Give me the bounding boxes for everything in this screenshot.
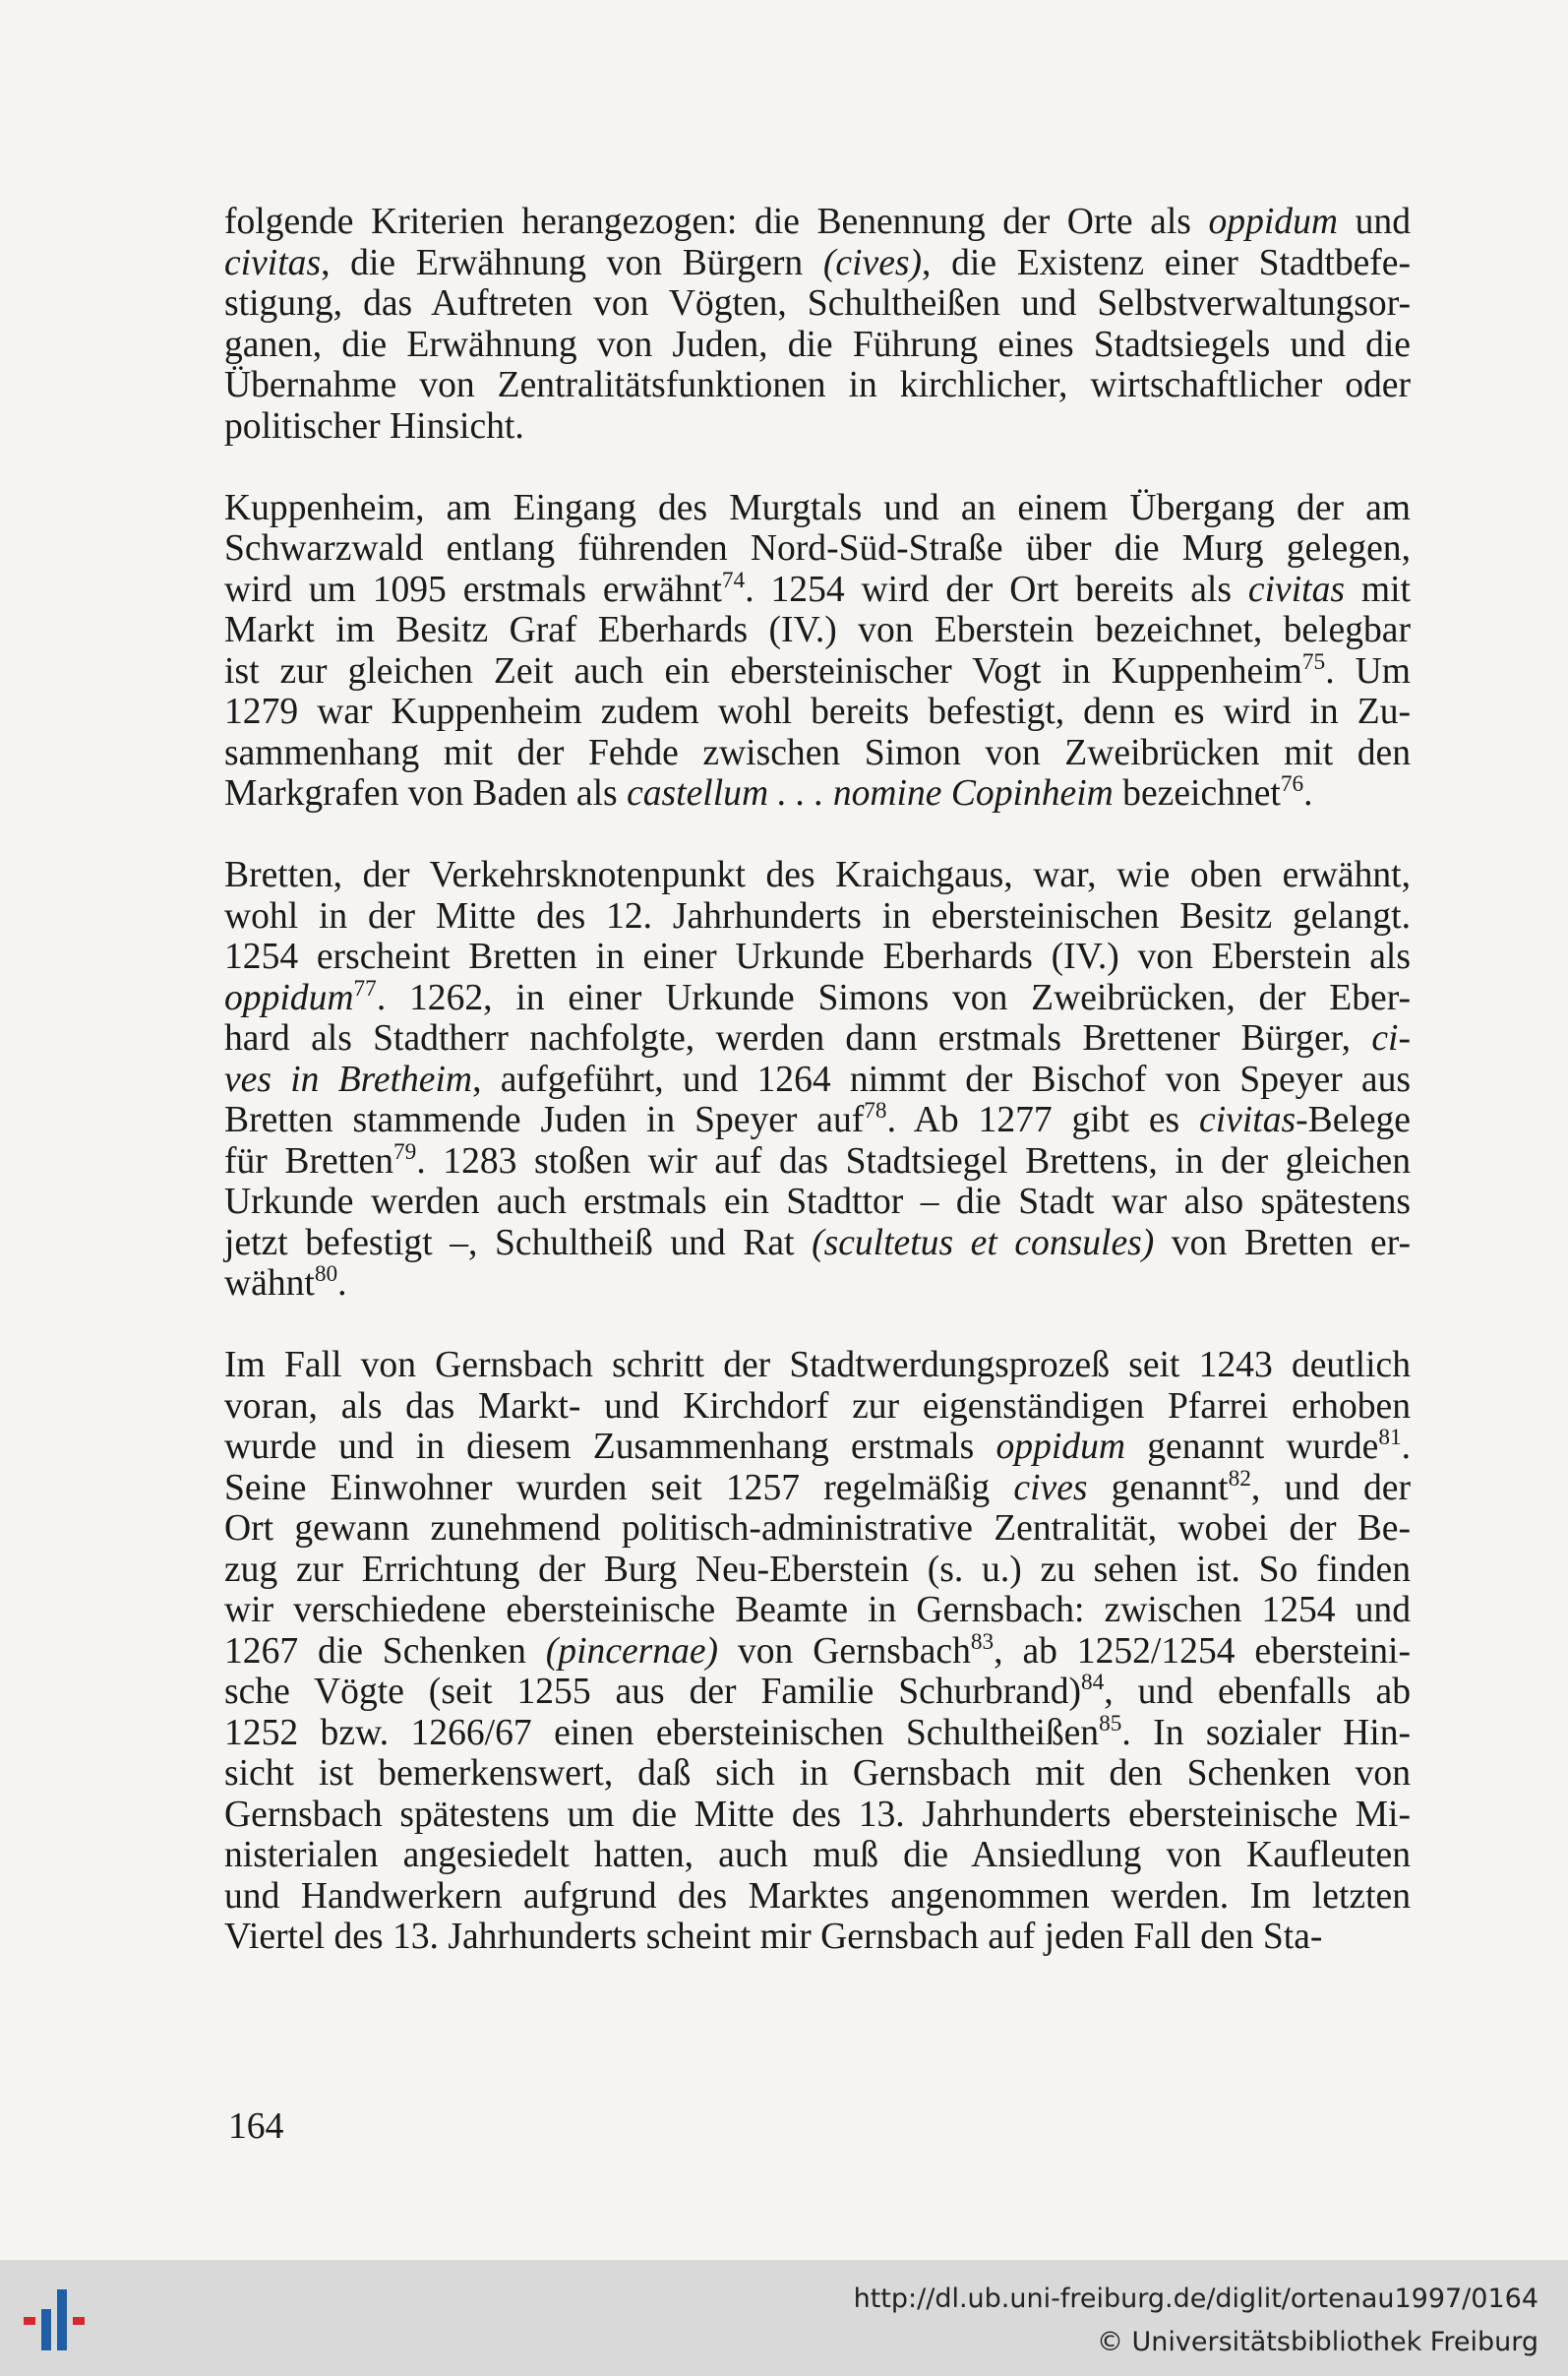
text-run: und Handwerkern aufgrund des Marktes angenommen werden. Im letzten <box>224 1875 1411 1917</box>
italic-text: castellum . . . nomine Copinheim <box>627 773 1114 814</box>
text-run: 1279 war Kuppenheim zudem wohl bereits befestigt, denn es wird in Zu- <box>224 692 1411 732</box>
text-line <box>224 1876 1411 1918</box>
italic-text: (scultetus et consules) <box>812 1222 1155 1263</box>
text-run: , aufgeführt, und 1264 nimmt der Bischof von Speyer aus <box>472 1059 1411 1100</box>
text-run: , ab 1252/1254 ebersteini- <box>994 1630 1411 1672</box>
text-run: Schwarzwald entlang führenden Nord-Süd-Straße über die Murg gelegen, <box>224 528 1411 569</box>
text-run: politischer Hinsicht. <box>224 405 524 447</box>
italic-text: oppidum <box>224 977 354 1018</box>
italic-text: cives <box>1013 1467 1088 1508</box>
text-run: Bretten, der Verkehrsknotenpunkt des Kraichgaus, war, wie oben erwähnt, <box>224 855 1411 895</box>
text-line <box>224 1427 1411 1468</box>
text-run: zug zur Errichtung der Burg Neu-Eberstein (s. u.) zu sehen ist. So finden <box>224 1549 1411 1590</box>
footnote-ref: 75 <box>1301 648 1326 675</box>
text-line <box>224 975 1411 1019</box>
footnote-ref: 84 <box>1081 1670 1105 1696</box>
italic-text: oppidum <box>1208 202 1339 242</box>
footnote-ref: 79 <box>393 1138 417 1165</box>
footnote-ref: 78 <box>864 1098 887 1125</box>
italic-text: (pincernae) <box>545 1630 719 1672</box>
text-line <box>224 1465 1411 1509</box>
text-run: wurde und in diesem Zusammenhang erstmals <box>224 1427 996 1467</box>
italic-text: (cives) <box>822 242 923 283</box>
paragraph <box>224 1345 1411 1958</box>
text-run: . <box>1303 773 1313 814</box>
text-run: -Belege <box>1296 1100 1411 1140</box>
text-run: hard als Stadtherr nachfolgte, werden dann erstmals Brettener Bürger, <box>224 1018 1372 1059</box>
paragraph <box>224 488 1411 815</box>
text-run: für Bretten <box>224 1140 394 1182</box>
text-run: Viertel des 13. Jahrhunderts scheint mir Gernsbach auf jeden Fall den Sta- <box>224 1917 1323 1957</box>
text-line <box>224 202 1411 243</box>
text-run: und <box>1338 202 1411 242</box>
footnote-ref: 76 <box>1280 771 1304 798</box>
text-line <box>224 733 1411 774</box>
text-run: jetzt befestigt –, Schultheiß und Rat <box>224 1222 813 1263</box>
text-run: Kuppenheim, am Eingang des Murgtals und an einem Übergang der am <box>224 487 1411 528</box>
text-line <box>224 1386 1411 1428</box>
text-run: , die Erwähnung von Bürgern <box>321 242 823 283</box>
text-run: nisterialen angesiedelt hatten, auch muß die Ansiedlung von Kaufleuten <box>224 1835 1411 1875</box>
text-line <box>224 937 1411 978</box>
text-line <box>224 365 1411 406</box>
text-run: sche Vögte (seit 1255 aus der Familie Schurbrand) <box>224 1672 1081 1712</box>
text-line <box>224 1672 1411 1713</box>
text-run: . Ab 1277 gibt es <box>886 1100 1200 1140</box>
footnote-ref: 74 <box>721 567 746 593</box>
italic-text: ci- <box>1371 1018 1411 1059</box>
text-line <box>224 1138 1411 1183</box>
text-line <box>224 1753 1411 1795</box>
text-run: . <box>337 1263 347 1304</box>
text-run: folgende Kriterien herangezogen: die Benennung der Orte als <box>224 202 1209 242</box>
text-line <box>224 773 1411 815</box>
text-line <box>224 325 1411 366</box>
text-run: , und der <box>1250 1467 1411 1508</box>
footnote-ref: 82 <box>1228 1465 1251 1492</box>
italic-text: civitas <box>1247 569 1345 610</box>
text-run: genannt <box>1087 1467 1229 1508</box>
text-run: von Bretten er- <box>1154 1222 1411 1263</box>
text-run: wird um 1095 erstmals erwähnt <box>224 569 722 610</box>
text-run: Gernsbach spätestens um die Mitte des 13. Jahrhunderts ebersteinische Mi- <box>224 1794 1411 1835</box>
text-line <box>224 406 1411 448</box>
text-run: , und ebenfalls ab <box>1104 1672 1411 1712</box>
text-run: . 1254 wird der Ort bereits als <box>745 569 1248 610</box>
text-line <box>224 1345 1411 1386</box>
text-line <box>224 1835 1411 1876</box>
text-run: stigung, das Auftreten von Vögten, Schultheißen und Selbstverwaltungsor- <box>224 283 1411 324</box>
viewer-footer <box>0 2260 1568 2376</box>
text-line <box>224 528 1411 570</box>
paragraph <box>224 855 1411 1305</box>
text-line <box>224 648 1411 693</box>
text-line <box>224 896 1411 938</box>
text-run: wähnt <box>224 1263 315 1304</box>
text-run: genannt wurde <box>1125 1427 1379 1467</box>
text-run: Seine Einwohner wurden seit 1257 regelmäßig <box>224 1467 1014 1508</box>
footnote-ref: 83 <box>970 1628 995 1655</box>
text-run: 1252 bzw. 1266/67 einen ebersteinischen Schultheißen <box>224 1712 1100 1753</box>
source-url-link[interactable]: http://dl.ub.uni-freiburg.de/diglit/ortenau1997/0164 <box>853 2284 1538 2314</box>
text-run: . 1262, in einer Urkunde Simons von Zweibrücken, der Eber- <box>376 977 1411 1018</box>
text-line <box>224 1710 1412 1754</box>
text-line <box>224 1550 1411 1591</box>
italic-text: ves in Bretheim <box>224 1059 473 1100</box>
text-line <box>224 1590 1411 1631</box>
text-line <box>224 1223 1411 1264</box>
text-run: wir verschiedene ebersteinische Beamte in Gernsbach: zwischen 1254 und <box>224 1590 1411 1630</box>
text-line <box>224 1917 1411 1958</box>
text-line <box>224 855 1411 896</box>
text-run: sammenhang mit der Fehde zwischen Simon von Zweibrücken mit den <box>224 732 1411 773</box>
text-run: Markt im Besitz Graf Eberhards (IV.) von Eberstein bezeichnet, belegbar <box>224 610 1411 650</box>
text-run: , die Existenz einer Stadtbefe- <box>922 242 1411 283</box>
text-line <box>224 692 1411 733</box>
text-run: 1254 erscheint Bretten in einer Urkunde Eberhards (IV.) von Eberstein als <box>224 937 1411 977</box>
text-run: mit <box>1344 569 1411 610</box>
text-line <box>224 243 1411 284</box>
italic-text: civitas <box>1199 1100 1297 1140</box>
text-line <box>224 1100 1411 1141</box>
text-run: Bretten stammende Juden in Speyer auf <box>224 1100 865 1140</box>
text-line <box>224 1060 1411 1101</box>
text-line <box>224 1628 1411 1673</box>
text-run: voran, als das Markt- und Kirchdorf zur eigenständigen Pfarrei erhoben <box>224 1385 1411 1427</box>
text-run: . 1283 stoßen wir auf das Stadtsiegel Brettens, in der gleichen <box>416 1140 1411 1182</box>
text-run: Übernahme von Zentralitätsfunktionen in kirchlicher, wirtschaftlicher oder <box>224 365 1411 405</box>
text-run: . Um <box>1325 650 1411 692</box>
text-run: ist zur gleichen Zeit auch ein ebersteinischer Vogt in Kuppenheim <box>224 650 1302 692</box>
footnote-ref: 85 <box>1099 1710 1122 1736</box>
text-run: Markgrafen von Baden als <box>224 773 628 814</box>
text-run: Ort gewann zunehmend politisch-administrative Zentralität, wobei der Be- <box>224 1508 1411 1549</box>
text-line <box>224 488 1411 529</box>
italic-text: oppidum <box>995 1427 1126 1467</box>
text-line <box>224 1018 1411 1060</box>
text-run: Urkunde werden auch erstmals ein Stadttor – die Stadt war also spätestens <box>224 1182 1411 1222</box>
copyright-text: © Universitätsbibliothek Freiburg <box>1096 2327 1538 2357</box>
footnote-ref: 80 <box>314 1261 338 1288</box>
footnote-ref: 77 <box>353 975 377 1002</box>
page-number: 164 <box>228 2106 284 2147</box>
text-line <box>224 610 1411 651</box>
body-text <box>224 202 1411 1998</box>
italic-text: civitas <box>224 242 322 283</box>
text-line <box>224 1182 1411 1223</box>
text-run: . <box>1401 1427 1412 1467</box>
text-run: von Gernsbach <box>718 1630 971 1672</box>
text-line <box>224 1508 1411 1550</box>
paragraph <box>224 202 1411 447</box>
text-run: ganen, die Erwähnung von Juden, die Führung eines Stadtsiegels und die <box>224 324 1411 365</box>
text-run: 1267 die Schenken <box>224 1630 546 1672</box>
text-run: sicht ist bemerkenswert, daß sich in Gernsbach mit den Schenken von <box>224 1753 1411 1794</box>
ub-freiburg-logo-icon <box>20 2287 98 2356</box>
text-line <box>224 1263 1411 1305</box>
footnote-ref: 81 <box>1378 1425 1402 1451</box>
text-line <box>224 1795 1411 1836</box>
text-run: Im Fall von Gernsbach schritt der Stadtwerdungsprozeß seit 1243 deutlich <box>224 1345 1411 1385</box>
text-line <box>224 283 1411 325</box>
text-run: bezeichnet <box>1113 773 1281 814</box>
text-run: . In sozialer Hin- <box>1121 1712 1412 1753</box>
text-run: wohl in der Mitte des 12. Jahrhunderts in ebersteinischen Besitz gelangt. <box>224 895 1411 937</box>
text-line <box>224 567 1411 611</box>
